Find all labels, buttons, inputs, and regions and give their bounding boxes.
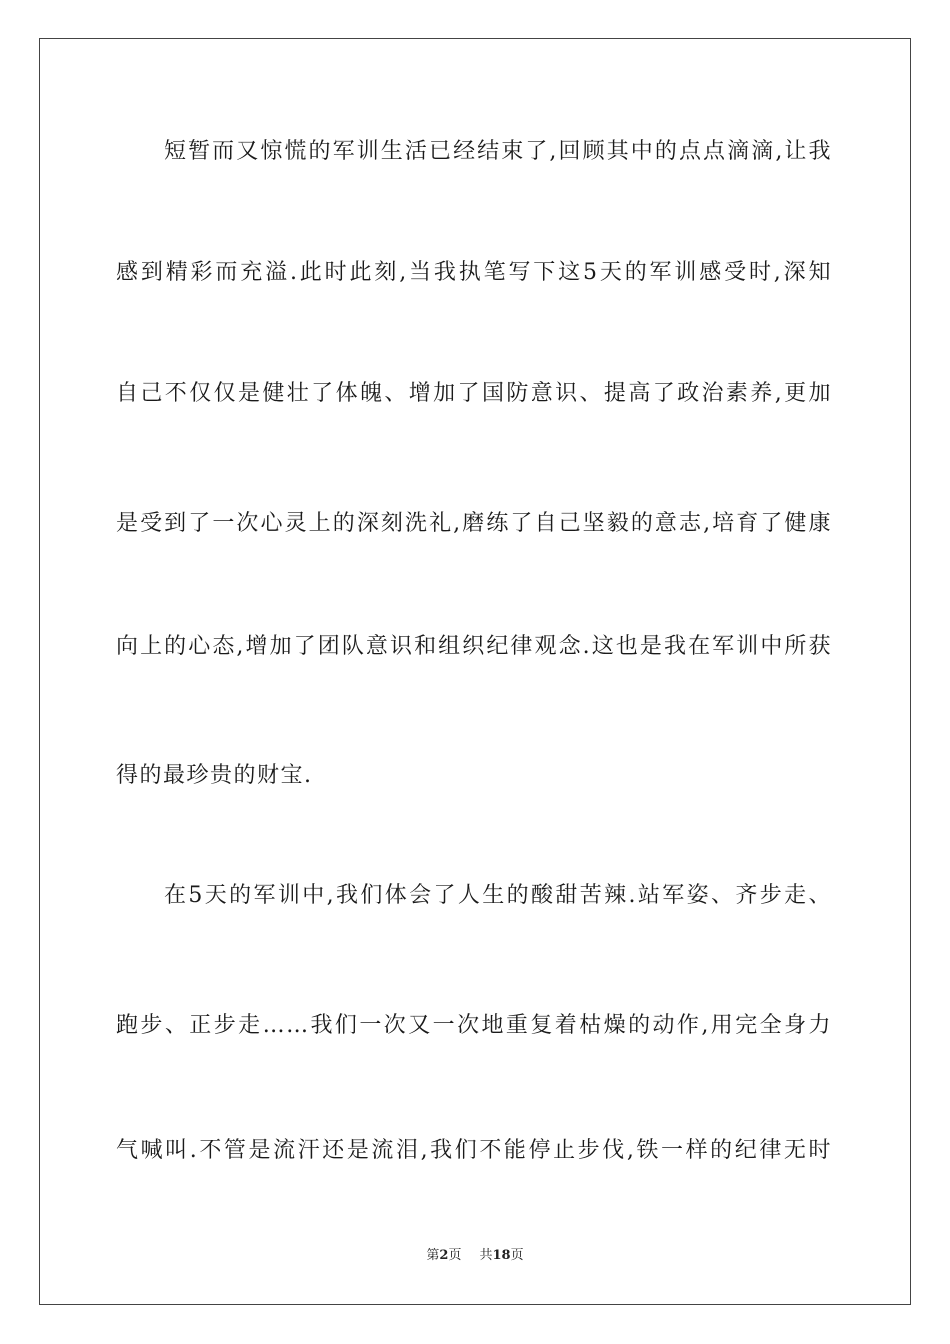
paragraph-1-line-6: 得的最珍贵的财宝.: [116, 763, 313, 788]
page-prefix: 第: [426, 1248, 440, 1263]
paragraph-1-line-4: 是受到了一次心灵上的深刻洗礼,磨练了自己坚毅的意志,培育了健康: [116, 511, 832, 536]
page-footer: [0, 1247, 950, 1265]
page-border: [39, 38, 911, 1305]
page-suffix: 页: [448, 1248, 462, 1263]
total-prefix: 共: [479, 1248, 493, 1263]
total-suffix: 页: [510, 1248, 524, 1263]
paragraph-2-line-3: 气喊叫.不管是流汗还是流泪,我们不能停止步伐,铁一样的纪律无时: [116, 1138, 832, 1163]
paragraph-1-line-5: 向上的心态,增加了团队意识和组织纪律观念.这也是我在军训中所获: [116, 634, 832, 659]
paragraph-1-line-1: 短暂而又惊慌的军训生活已经结束了,回顾其中的点点滴滴,让我: [164, 139, 832, 164]
paragraph-1-line-2: 感到精彩而充溢.此时此刻,当我执笔写下这5天的军训感受时,深知: [116, 260, 832, 285]
paragraph-1-line-3: 自己不仅仅是健壮了体魄、增加了国防意识、提高了政治素养,更加: [116, 381, 832, 406]
paragraph-2-line-2: 跑步、正步走……我们一次又一次地重复着枯燥的动作,用完全身力: [116, 1013, 832, 1038]
total-pages: 18: [492, 1248, 511, 1263]
page-number: 2: [439, 1248, 449, 1263]
paragraph-2-line-1: 在5天的军训中,我们体会了人生的酸甜苦辣.站军姿、齐步走、: [164, 883, 832, 908]
